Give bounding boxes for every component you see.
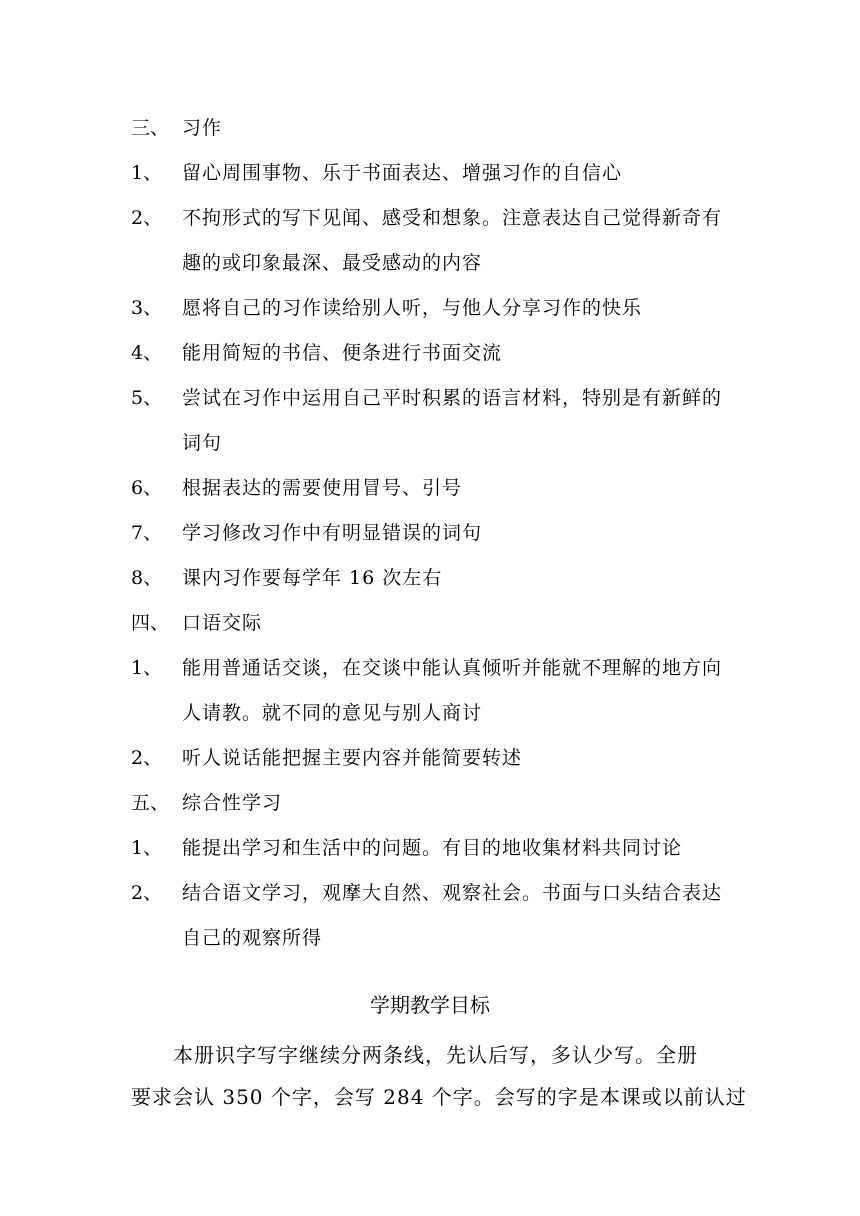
item-text: 留心周围事物、乐于书面表达、增强习作的自信心 bbox=[182, 162, 623, 184]
item-number: 2、 bbox=[131, 207, 163, 229]
section-title: 习作 bbox=[182, 117, 223, 139]
item-text: 结合语文学习，观摩大自然、观察社会。书面与口头结合表达 bbox=[182, 882, 723, 904]
item-number: 2、 bbox=[131, 882, 163, 904]
item-number: 6、 bbox=[131, 477, 163, 499]
item-text: 听人说话能把握主要内容并能简要转述 bbox=[182, 747, 523, 769]
goals-paragraph-line: 要求会认 350 个字，会写 284 个字。会写的字是本课或以前认过 bbox=[131, 1085, 747, 1109]
item-number: 4、 bbox=[131, 342, 163, 364]
section-number: 五、 bbox=[131, 792, 170, 814]
item-text: 学习修改习作中有明显错误的词句 bbox=[182, 522, 483, 544]
item-text: 能用简短的书信、便条进行书面交流 bbox=[182, 342, 503, 364]
semester-goals-title: 学期教学目标 bbox=[370, 993, 490, 1017]
item-number: 1、 bbox=[131, 657, 163, 679]
item-number: 8、 bbox=[131, 567, 163, 589]
item-text: 不拘形式的写下见闻、感受和想象。注意表达自己觉得新奇有 bbox=[182, 207, 723, 229]
item-number: 2、 bbox=[131, 747, 163, 769]
item-text-continued: 词句 bbox=[182, 432, 223, 454]
item-number: 7、 bbox=[131, 522, 163, 544]
item-text: 课内习作要每学年 16 次左右 bbox=[182, 567, 443, 589]
item-text: 能用普通话交谈，在交谈中能认真倾听并能就不理解的地方向 bbox=[182, 657, 723, 679]
item-number: 3、 bbox=[131, 297, 163, 319]
section-title: 口语交际 bbox=[182, 612, 263, 634]
item-text: 愿将自己的习作读给别人听，与他人分享习作的快乐 bbox=[182, 297, 643, 319]
item-number: 1、 bbox=[131, 837, 163, 859]
section-title: 综合性学习 bbox=[182, 792, 283, 814]
item-text-continued: 趣的或印象最深、最受感动的内容 bbox=[182, 252, 483, 274]
section-number: 三、 bbox=[131, 117, 170, 139]
item-text: 能提出学习和生活中的问题。有目的地收集材料共同讨论 bbox=[182, 837, 683, 859]
item-text: 尝试在习作中运用自己平时积累的语言材料，特别是有新鲜的 bbox=[182, 387, 723, 409]
goals-paragraph-line: 本册识字写字继续分两条线，先认后写，多认少写。全册 bbox=[131, 1043, 698, 1067]
item-text-continued: 自己的观察所得 bbox=[182, 927, 323, 949]
item-text: 根据表达的需要使用冒号、引号 bbox=[182, 477, 463, 499]
item-number: 5、 bbox=[131, 387, 163, 409]
item-text-continued: 人请教。就不同的意见与别人商讨 bbox=[182, 702, 483, 724]
section-number: 四、 bbox=[131, 612, 170, 634]
item-number: 1、 bbox=[131, 162, 163, 184]
